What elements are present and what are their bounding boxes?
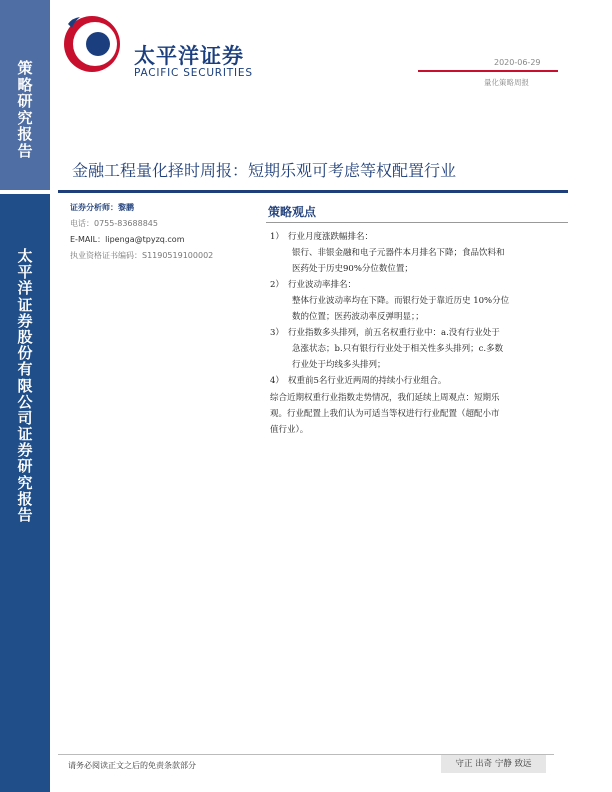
sidebar-bottom-char: 股 <box>17 327 33 346</box>
sidebar-bottom-char: 券 <box>17 441 33 460</box>
sidebar-top-char: 研 <box>17 92 33 110</box>
strategy-point-text: 行业波动率排名： <box>288 280 357 290</box>
sidebar-bottom-char: 证 <box>17 295 33 314</box>
strategy-divider <box>266 222 568 223</box>
report-type: 量化策略周报 <box>484 78 529 87</box>
analyst-license: 执业资格证书编码：S1190519100002 <box>70 251 214 260</box>
sidebar-bottom-band <box>0 194 50 792</box>
analyst-phone: 电话：0755-83688845 <box>70 219 158 228</box>
sidebar-report-category <box>0 60 50 159</box>
sidebar-top-char: 策 <box>17 59 33 77</box>
strategy-point-line: 整体行业波动率均在下降。而银行处于靠近历史 10%分位 <box>292 296 510 306</box>
strategy-point-line: 行业处于均线多头排列； <box>292 360 386 370</box>
sidebar-bottom-char: 司 <box>17 408 33 427</box>
strategy-summary-line: 综合近期权重行业指数走势情况，我们延续上周观点：短期乐 <box>270 393 500 403</box>
strategy-summary-line: 观。行业配置上我们认为可适当等权进行行业配置（超配小市 <box>270 409 500 419</box>
company-logo <box>62 14 122 74</box>
report-title: 金融工程量化择时周报：短期乐观可考虑等权配置行业 <box>72 161 457 180</box>
report-date: 2020-06-29 <box>494 58 541 67</box>
sidebar-bottom-char: 有 <box>17 360 33 379</box>
sidebar-bottom-char: 券 <box>17 311 33 330</box>
sidebar-top-char: 略 <box>17 75 33 94</box>
title-divider <box>58 190 568 193</box>
sidebar-top-char: 告 <box>17 141 33 160</box>
sidebar-bottom-char: 太 <box>17 247 33 265</box>
sidebar-bottom-char: 限 <box>17 376 33 395</box>
strategy-summary-line: 值行业）。 <box>270 425 309 435</box>
strategy-point-text: 权重前5名行业近两周的持续小行业组合。 <box>288 376 447 386</box>
strategy-point-line: 数的位置；医药波动率反弹明显；； <box>292 312 424 322</box>
analyst-info <box>70 202 213 266</box>
strategy-heading: 策略观点 <box>268 205 317 219</box>
sidebar-bottom-char: 研 <box>17 457 33 476</box>
sidebar-bottom-char: 份 <box>17 344 33 363</box>
strategy-point-line: 银行、非银金融和电子元器件本月排名下降；食品饮料和 <box>292 248 505 258</box>
strategy-point-line <box>270 277 570 293</box>
strategy-point-number: 4） <box>270 376 284 386</box>
footer-disclaimer[interactable]: 请务必阅读正文之后的免责条款部分 <box>68 761 196 770</box>
analyst-heading: 证券分析师：黎鹏 <box>70 203 134 212</box>
header-accent-line <box>418 70 558 72</box>
strategy-point-number: 1） <box>270 232 284 242</box>
sidebar-top-band <box>0 0 50 190</box>
brand-name-en: PACIFIC SECURITIES <box>134 67 253 79</box>
sidebar-bottom-char: 洋 <box>17 279 33 298</box>
strategy-point-line <box>270 325 570 341</box>
sidebar-top-char: 报 <box>17 125 33 143</box>
strategy-point-number: 3） <box>270 328 284 338</box>
strategy-point-line: 医药处于历史90%分位数位置； <box>292 264 413 274</box>
analyst-email[interactable]: E-MAIL：lipenga@tpyzq.com <box>70 235 185 244</box>
brand-name-cn: 太平洋证券 <box>134 44 244 68</box>
sidebar-company-label <box>0 248 50 523</box>
strategy-summary <box>270 390 570 438</box>
sidebar-top-char: 究 <box>17 108 33 127</box>
strategy-point-line <box>270 373 570 389</box>
sidebar-bottom-char: 究 <box>17 473 33 492</box>
strategy-point-line <box>270 229 570 245</box>
sidebar-bottom-char: 告 <box>17 506 33 524</box>
footer-motto: 守正 出奇 宁静 致远 <box>441 755 546 773</box>
sidebar-bottom-char: 证 <box>17 425 33 444</box>
sidebar-bottom-char: 平 <box>17 263 33 282</box>
strategy-point-text: 行业月度涨跌幅排名： <box>288 232 374 242</box>
strategy-point-number: 2） <box>270 280 284 290</box>
sidebar-bottom-char: 公 <box>17 392 33 411</box>
strategy-point-text: 行业指数多头排列，前五名权重行业中：a.没有行业处于 <box>288 328 500 338</box>
strategy-body <box>270 229 570 438</box>
strategy-point-line: 急涨状态；b.只有银行行业处于相关性多头排列；c.多数 <box>292 344 504 354</box>
sidebar-bottom-char: 报 <box>17 489 33 508</box>
